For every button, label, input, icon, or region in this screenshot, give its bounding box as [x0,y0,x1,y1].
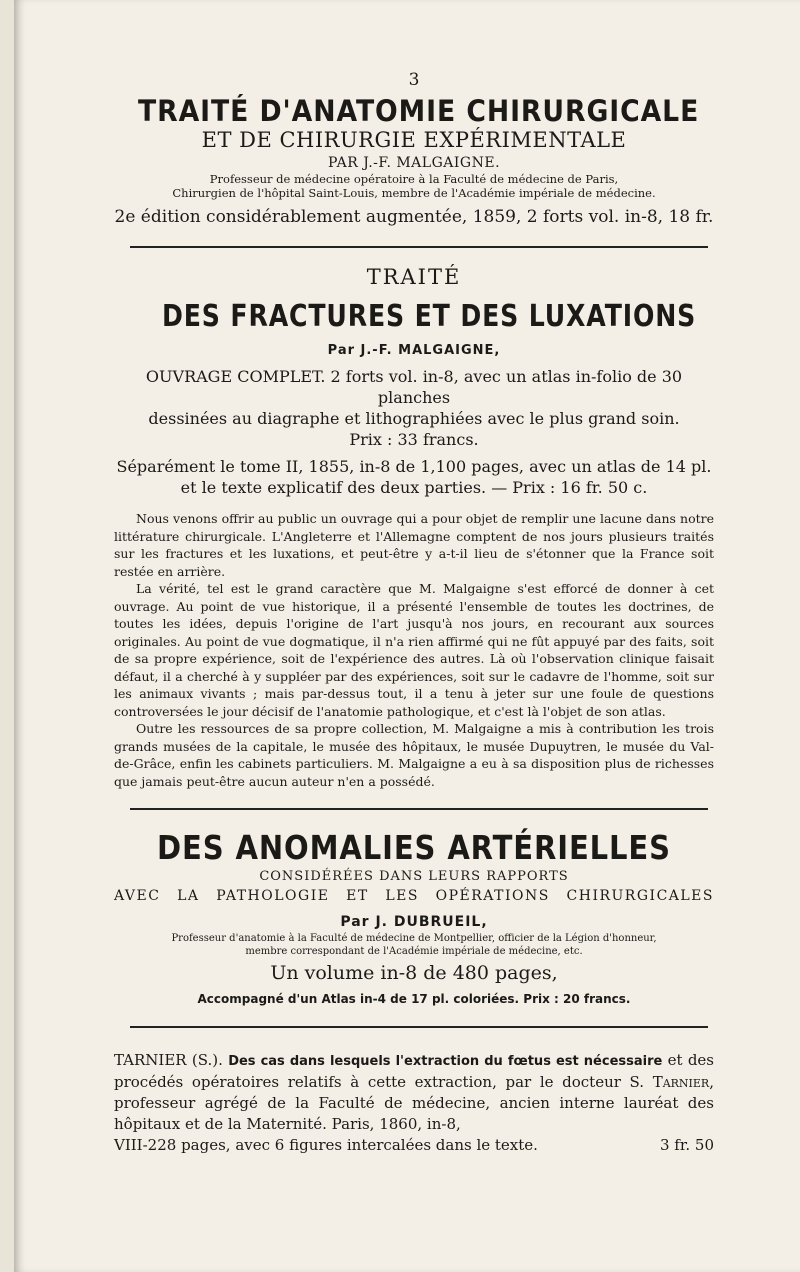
fractures-paragraph-1: Nous venons offrir au public un ouvrage qui a pour objet de remplir une lacune dans notre littérature chirurgicale. L'Angleterre et l'Allemagne comptent de nos jours plusieurs traités sur les fractures et les luxations, et peut-être y a-t-il lieu de s'étonner que la France soit restée en arrière. [114,511,714,579]
fractures-paragraph-3: Outre les ressources de sa propre collection, M. Malgaigne a mis à contribution les trois grands musées de la capitale, le musée des hôpitaux, le musée Dupuytren, le musée du Val-de-Grâce, enfin les cabinets particuliers. M. Malgaigne a eu à sa disposition plus de richesses que jamais peut-être aucun auteur n'en a possédé. [114,721,714,789]
anatomie-title: TRAITÉ D'ANATOMIE CHIRURGICALE [138,94,700,128]
anomalies-atlas: Accompagné d'un Atlas in-4 de 17 pl. coloriées. Prix : 20 francs. [197,992,631,1006]
tarnier-text-1: et des procédés opératoires relatifs à cette extraction, par le docteur S. [114,1051,714,1091]
anomalies-author-desc-1: Professeur d'anatomie à la Faculté de médecine de Montpellier, officier de la Légion d'honneur, [171,933,657,944]
fractures-separate-2: et le texte explicatif des deux parties. — Prix : 16 fr. 50 c. [180,478,648,497]
divider-1 [130,246,708,248]
page [14,0,800,1272]
tarnier-pages: VIII-228 pages, avec 6 figures intercalées dans le texte. [114,1136,538,1154]
tarnier-text-2: , professeur agrégé de la Faculté de médecine, ancien interne lauréat des hôpitaux et de la Maternité. Paris, 1860, in-8, [114,1073,714,1133]
anomalies-title: DES ANOMALIES ARTÉRIELLES [157,828,671,867]
fractures-paragraph-2: La vérité, tel est le grand caractère que M. Malgaigne s'est efforcé de donner à cet ouvrage. Au point de vue historique, il a présenté l'ensemble de toutes les doctrines, de toutes les idées, depuis l'origine de l'art jusqu'à nos jours, en recourant aux sources originales. Au point de vue dogmatique, il n'a rien affirmé qui ne fût appuyé par des faits, soit de sa propre expérience, soit de l'expérience des autres. Là où l'observation clinique faisait défaut, il a cherché à y suppléer par des expériences, soit sur le cadavre de l'homme, soit sur les animaux vivants ; mais par-dessus tout, il a tenu à jeter sur une foule de questions controversées le jour décisif de l'anatomie pathologique, et c'est là l'objet de son atlas. [114,581,714,719]
anatomie-subtitle: ET DE CHIRURGIE EXPÉRIMENTALE [201,128,627,152]
anatomie-author-desc-1: Professeur de médecine opératoire à la Faculté de médecine de Paris, [209,172,619,186]
tarnier-price: 3 fr. 50 [659,1136,714,1154]
anomalies-line-1: CONSIDÉRÉES DANS LEURS RAPPORTS [259,869,569,884]
fractures-pre-title: TRAITÉ [366,265,462,289]
anatomie-edition: 2e édition considérablement augmentée, 1859, 2 forts vol. in-8, 18 fr. [114,207,714,227]
anomalies-author: Par J. DUBRUEIL, [340,914,488,930]
anomalies-line-2: AVEC LA PATHOLOGIE ET LES OPÉRATIONS CHIRURGICALES [114,888,714,904]
fractures-price: Prix : 33 francs. [349,430,479,449]
fractures-separate-1: Séparément le tome II, 1855, in-8 de 1,100 pages, avec un atlas de 14 pl. [116,457,712,476]
fractures-author: Par J.-F. MALGAIGNE, [327,343,501,358]
fractures-desc-2: dessinées au diagraphe et lithographiées avec le plus grand soin. [148,409,680,428]
tarnier-entry [114,1050,714,1156]
fractures-title: DES FRACTURES ET DES LUXATIONS [162,299,697,334]
page-content [114,70,714,1156]
fractures-desc-1: OUVRAGE COMPLET. 2 forts vol. in-8, avec un atlas in-folio de 30 planches [145,367,683,407]
anatomie-author-desc-2: Chirurgien de l'hôpital Saint-Louis, membre de l'Académie impériale de médecine. [172,186,656,200]
divider-2 [130,808,708,810]
tarnier-last-line [114,1135,714,1156]
tarnier-name: Tarnier [652,1073,710,1091]
anomalies-volume: Un volume in-8 de 480 pages, [270,962,558,984]
tarnier-title: Des cas dans lesquels l'extraction du fœtus est nécessaire [228,1054,663,1069]
divider-3 [130,1026,708,1028]
anomalies-author-desc-2: membre correspondant de l'Académie impériale de médecine, etc. [245,946,583,957]
page-number: 3 [408,70,420,90]
tarnier-author: TARNIER (S.). [114,1051,223,1069]
anatomie-author: PAR J.-F. MALGAIGNE. [327,155,501,171]
